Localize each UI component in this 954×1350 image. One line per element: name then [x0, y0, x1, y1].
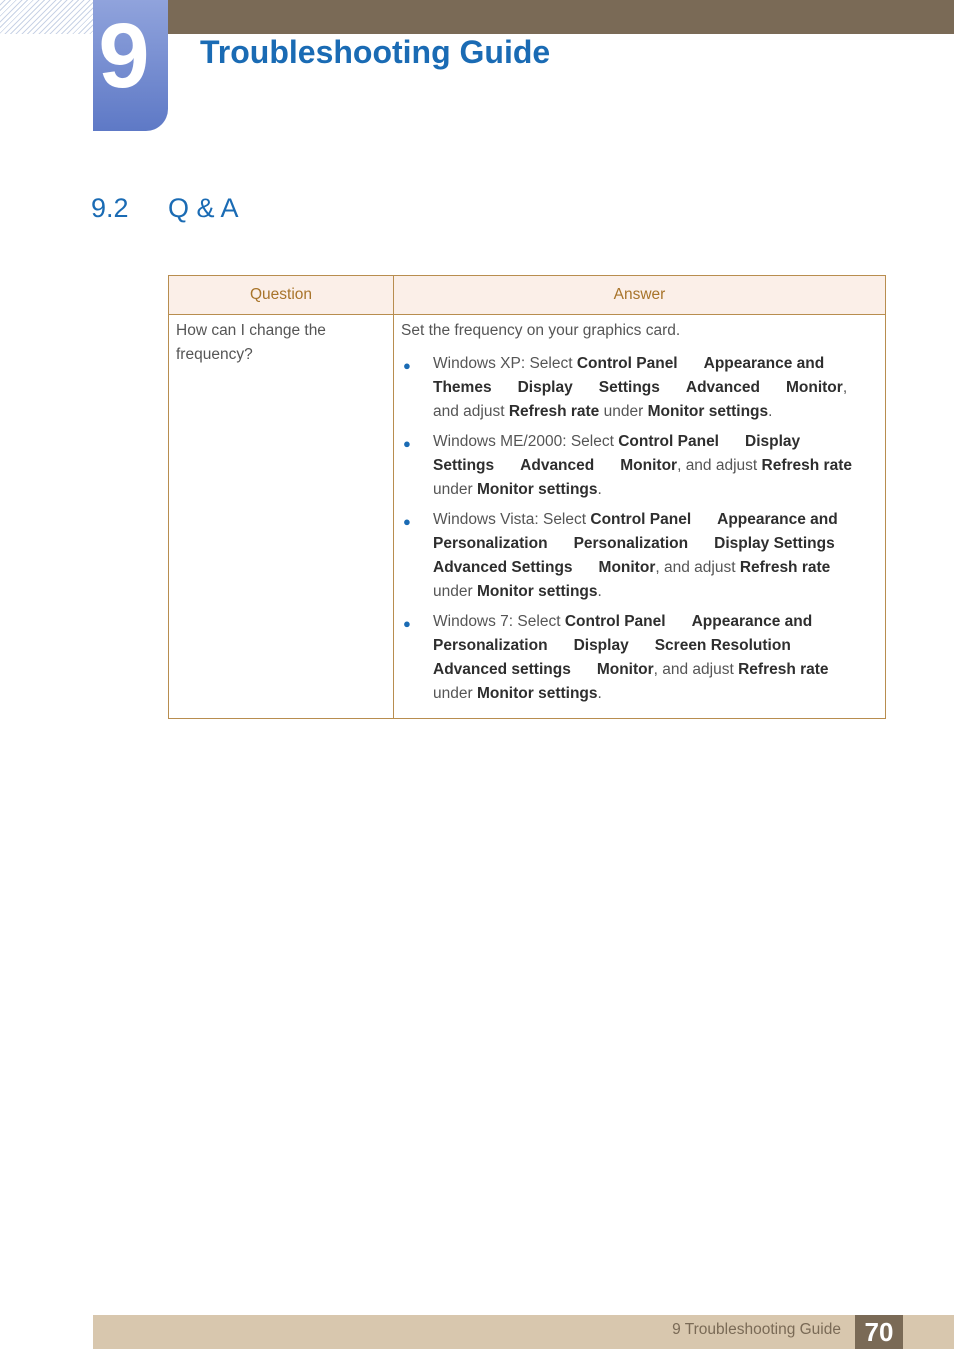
question-cell: How can I change the frequency?: [169, 315, 394, 719]
bullet-icon: ●: [403, 358, 411, 373]
bullet-icon: ●: [403, 514, 411, 529]
list-item: ● Windows Vista: Select Control Panel Appearance and Personalization Personalization Display SettingsAdvanced Settings Monitor, and adjust Refresh rate under Monitor settings.: [403, 511, 838, 600]
page-number: 70: [855, 1315, 903, 1349]
answer-intro: Set the frequency on your graphics card.: [401, 322, 681, 339]
table-header-row: [169, 276, 886, 315]
bullet-icon: ●: [403, 616, 411, 631]
list-item: ● Windows 7: Select Control Panel Appearance and Personalization Display Screen ResolutionAdvanced settings Monitor, and adjust Refresh rate under Monitor settings.: [403, 613, 829, 702]
chapter-number: 9: [98, 5, 150, 107]
column-header-question: Question: [169, 276, 394, 315]
list-item: ● Windows XP: Select Control Panel Appearance and Themes Display Settings Advanced Monitor, and adjust Refresh rate under Monitor settings.: [403, 355, 848, 420]
section-title: Q & A: [168, 193, 239, 223]
header-hatch-decoration: [0, 0, 93, 34]
bullet-icon: ●: [403, 436, 411, 451]
answer-list: [401, 352, 871, 706]
answer-cell: [394, 315, 886, 719]
list-item: ● Windows ME/2000: Select Control Panel DisplaySettings Advanced Monitor, and adjust Refresh rate under Monitor settings.: [403, 433, 852, 498]
header-band: [168, 0, 954, 34]
qa-table: [168, 275, 886, 719]
table-row: [169, 315, 886, 719]
section-number: 9.2: [91, 193, 129, 223]
footer-chapter-label: 9 Troubleshooting Guide: [672, 1321, 841, 1338]
chapter-tab: [93, 0, 168, 131]
column-header-answer: Answer: [394, 276, 886, 315]
chapter-title: Troubleshooting Guide: [200, 34, 551, 70]
